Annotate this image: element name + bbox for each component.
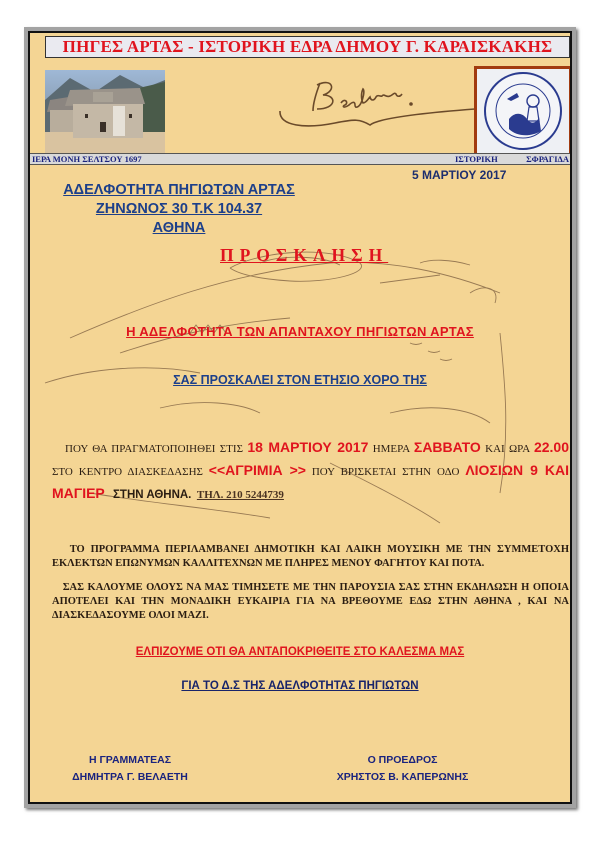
signer-name: ΔΗΜΗΤΡΑ Γ. ΒΕΛΑΕΤΗ xyxy=(72,771,188,783)
letter-date: 5 ΜΑΡΤΙΟΥ 2017 xyxy=(412,168,507,182)
header-title: ΠΗΓΕΣ ΑΡΤΑΣ - ΙΣΤΟΡΙΚΗ ΕΔΡΑ ΔΗΜΟΥ Γ. ΚΑΡΑΙΣΚΑΚΗΣ xyxy=(45,36,570,58)
details-text: ΠΟΥ ΒΡΙΣΚΕΤΑΙ ΣΤΗΝ ΟΔΟ xyxy=(305,466,466,478)
seal-caption-seal: ΣΦΡΑΓΙΔΑ xyxy=(526,154,569,164)
event-details-paragraph xyxy=(52,437,569,506)
event-time: 22.00 xyxy=(533,439,570,455)
seal-caption-historic: ΙΣΤΟΡΙΚΗ xyxy=(455,154,498,164)
event-street: ΛΙΟΣΙΩΝ 9 ΚΑΙ ΜΑΓΙΕΡ xyxy=(52,462,569,501)
address-line: ΑΔΕΛΦΟΤΗΤΑ ΠΗΓΙΩΤΩΝ ΑΡΤΑΣ xyxy=(63,182,295,198)
handwritten-signature xyxy=(275,71,475,143)
signer-president xyxy=(310,752,495,786)
board-line: ΓΙΑ ΤΟ Δ.Σ ΤΗΣ ΑΔΕΛΦΟΤΗΤΑΣ ΠΗΓΙΩΤΩΝ xyxy=(181,680,419,692)
signer-secretary xyxy=(50,752,210,786)
details-text: ΗΜΕΡΑ xyxy=(368,443,414,455)
header-info-band xyxy=(30,153,570,165)
details-text: ΚΑΙ ΩΡΑ xyxy=(480,443,534,455)
address-line: ΑΘΗΝΑ xyxy=(152,220,206,236)
invitation-page xyxy=(28,31,572,804)
program-paragraph xyxy=(52,543,569,571)
welcome-paragraph xyxy=(52,581,569,623)
invites-line: ΣΑΣ ΠΡΟΣΚΑΛΕΙ ΣΤΟΝ ΕΤΗΣΙΟ ΧΟΡΟ ΤΗΣ xyxy=(173,373,427,387)
details-text: ΣΤΟ ΚΕΝΤΡΟ ΔΙΑΣΚΕΔΑΣΗΣ xyxy=(52,466,209,478)
hope-line: ΕΛΠΙΖΟΥΜΕ ΟΤΙ ΘΑ ΑΝΤΑΠΟΚΡΙΘΕΙΤΕ ΣΤΟ ΚΑΛΕΣΜΑ ΜΑΣ xyxy=(135,646,465,658)
program-text: ΤΟ ΠΡΟΓΡΑΜΜΑ ΠΕΡΙΛΑΜΒΑΝΕΙ ΔΗΜΟΤΙΚΗ ΚΑΙ ΛΑΙΚΗ ΜΟΥΣΙΚΗ ΜΕ ΤΗΝ ΣΥΜΜΕΤΟΧΗ ΕΚΛΕΚΤΩΝ ΕΠΩΝΥΜΩΝ ΚΑΛΛΙΤΕΧΝΩΝ ΜΕ ΠΛΗΡΕΣ ΜΕΝΟΥ ΦΑΓΗΤΟΥ ΚΑΙ ΠΟΤΑ. xyxy=(52,544,569,569)
signer-role: Η ΓΡΑΜΜΑΤΕΑΣ xyxy=(88,754,172,766)
event-venue: <<ΑΓΡΙΜΙΑ >> xyxy=(208,462,306,478)
welcome-text: ΣΑΣ ΚΑΛΟΥΜΕ ΟΛΟΥΣ ΝΑ ΜΑΣ ΤΙΜΗΣΕΤΕ ΜΕ ΤΗΝ ΠΑΡΟΥΣΙΑ ΣΑΣ ΣΤΗΝ ΕΚΔΗΛΩΣΗ Η ΟΠΟΙΑ ΑΠΟΤΕΛΕΙ ΚΑΙ ΤΗΝ ΜΟΝΑΔΙΚΗ ΕΥΚΑΙΡΙΑ ΓΙΑ ΝΑ ΒΡΕΘΟΥΜΕ ΕΔΩ ΣΤΗΝ ΑΘΗΝΑ , ΚΑΙ ΝΑ ΔΙΑΣΚΕΔΑΣΟΥΜΕ ΟΛΟΙ ΜΑΖΙ. xyxy=(52,582,570,621)
event-city: ΣΤΗΝ ΑΘΗΝΑ. xyxy=(113,489,192,501)
signer-name: ΧΡΗΣΤΟΣ Β. ΚΑΠΕΡΩΝΗΣ xyxy=(336,771,469,783)
phone-number: ΤΗΛ. 210 5244739 xyxy=(196,489,284,501)
organizer-line: Η ΑΔΕΛΦΟΤΗΤΑ ΤΩΝ ΑΠΑΝΤΑΧΟΥ ΠΗΓΙΩΤΩΝ ΑΡΤΑΣ xyxy=(126,324,474,339)
details-text: ΠΟΥ ΘΑ ΠΡΑΓΜΑΤΟΠΟΙΗΘΕΙ ΣΤΙΣ xyxy=(65,443,248,455)
address-line: ΖΗΝΩΝΟΣ 30 Τ.Κ 104.37 xyxy=(95,201,263,217)
document-frame xyxy=(24,27,576,808)
signer-role: Ο ΠΡΟΕΔΡΟΣ xyxy=(367,754,438,766)
event-date: 18 ΜΑΡΤΙΟΥ 2017 xyxy=(247,439,369,455)
invitation-heading: ΠΡΟΣΚΛΗΣΗ xyxy=(220,245,389,265)
event-day: ΣΑΒΒΑΤΟ xyxy=(413,439,481,455)
photo-caption: ΙΕΡΑ ΜΟΝΗ ΣΕΛΤΣΟΥ 1697 xyxy=(32,154,142,164)
sender-address xyxy=(55,181,303,238)
monastery-photo xyxy=(45,70,165,154)
historic-seal xyxy=(474,66,572,156)
